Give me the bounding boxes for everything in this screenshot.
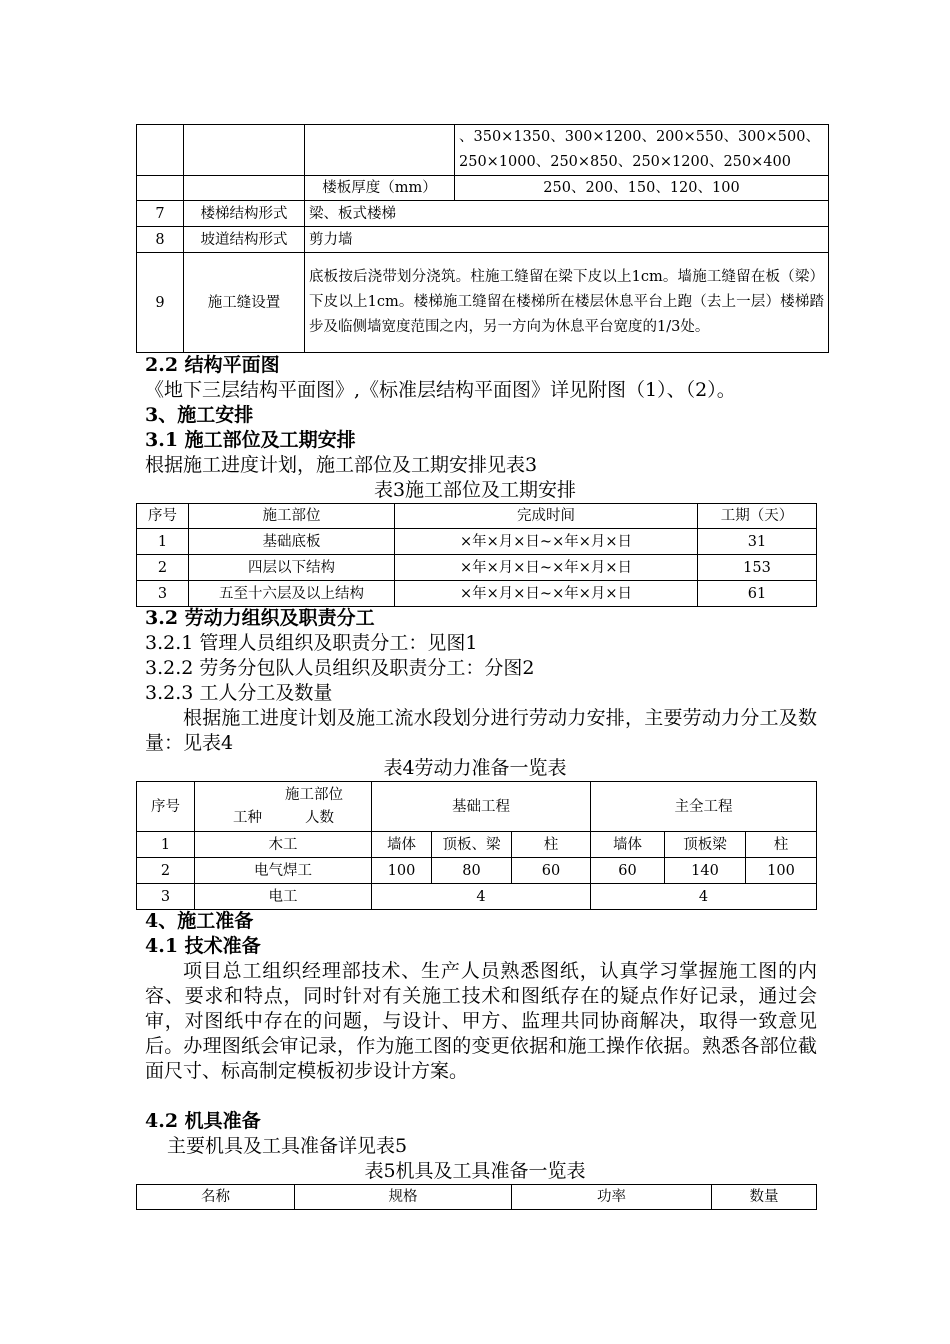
column-header: 名称	[137, 1185, 295, 1210]
section-heading: 2.2 结构平面图	[145, 354, 280, 376]
table-cell: 墙体	[591, 832, 665, 858]
paragraph: 3.2.3 工人分工及数量	[145, 682, 333, 704]
paragraph: 根据施工进度计划，施工部位及工期安排见表3	[145, 454, 538, 476]
table-cell: ×年×月×日~×年×月×日	[395, 529, 698, 555]
section-heading: 4、施工准备	[145, 910, 254, 932]
column-header: 数量	[712, 1185, 817, 1210]
table-caption: 表5机具及工具准备一览表	[364, 1160, 586, 1182]
section-heading: 3、施工安排	[145, 404, 254, 426]
row-desc: 剪力墙	[305, 227, 829, 253]
table-cell: 木工	[195, 832, 372, 858]
paragraph: 3.2.2 劳务分包队人员组织及职责分工：分图2	[145, 657, 535, 679]
row-item: 楼梯结构形式	[184, 201, 305, 227]
diagonal-header-top: 施工部位	[285, 787, 343, 803]
diagonal-header-left: 工种	[233, 810, 262, 826]
table-cell: 1	[137, 529, 189, 555]
column-header: 规格	[295, 1185, 512, 1210]
row-number: 8	[137, 227, 184, 253]
diagonal-line	[195, 782, 372, 832]
column-header: 完成时间	[395, 504, 698, 529]
table-cell: 2	[137, 858, 195, 884]
column-header: 主全工程	[591, 782, 817, 832]
table-cell: 五至十六层及以上结构	[189, 581, 395, 607]
table-cell: 2	[137, 555, 189, 581]
column-header: 序号	[137, 504, 189, 529]
row-number: 9	[137, 253, 184, 353]
labor-table	[136, 781, 817, 910]
section-heading: 3.2 劳动力组织及职责分工	[145, 607, 375, 629]
table-cell: 100	[372, 858, 432, 884]
column-header: 工期（天）	[698, 504, 817, 529]
table-cell: 四层以下结构	[189, 555, 395, 581]
paragraph: 《地下三层结构平面图》,《标准层结构平面图》详见附图（1）、（2）。	[145, 379, 736, 401]
table-row	[137, 581, 817, 607]
table-cell: 80	[432, 858, 512, 884]
table-cell: 电工	[195, 884, 372, 910]
table-cell: 4	[372, 884, 591, 910]
table-cell: 顶板、梁	[432, 832, 512, 858]
table-row	[137, 884, 817, 910]
paragraph: 3.2.1 管理人员组织及职责分工：见图1	[145, 632, 478, 654]
table-header-row	[137, 782, 817, 832]
column-header: 基础工程	[372, 782, 591, 832]
row-item: 施工缝设置	[184, 253, 305, 353]
table-cell: 61	[698, 581, 817, 607]
table-cell: 60	[591, 858, 665, 884]
table-cell: 60	[512, 858, 591, 884]
table-cell: 楼板厚度（mm）	[305, 176, 455, 201]
column-header: 施工部位	[189, 504, 395, 529]
paragraph: 主要机具及工具准备详见表5	[167, 1135, 408, 1157]
table-cell	[305, 125, 455, 176]
section-heading: 3.1 施工部位及工期安排	[145, 429, 356, 451]
table-cell	[184, 176, 305, 201]
schedule-table	[136, 503, 817, 607]
table-cell: 250、200、150、120、100	[455, 176, 829, 201]
table-row	[137, 858, 817, 884]
column-header: 功率	[512, 1185, 712, 1210]
diagonal-header-right: 人数	[305, 810, 334, 826]
table-cell: 153	[698, 555, 817, 581]
table-caption: 表3施工部位及工期安排	[373, 479, 577, 501]
table-cell: ×年×月×日~×年×月×日	[395, 581, 698, 607]
table-cell	[137, 125, 184, 176]
paragraph: 项目总工组织经理部技术、生产人员熟悉图纸，认真学习掌握施工图的内容、要求和特点，同时针对有关施工技术和图纸存在的疑点作好记录，通过会审，对图纸中存在的问题，与设计、甲方、监理共同协商解决，取得一致意见后。办理图纸会审记录，作为施工图的变更依据和施工操作依据。熟悉各部位截面尺寸、标高制定模板初步设计方案。	[145, 960, 817, 1082]
table-row	[137, 529, 817, 555]
table-cell: 顶板梁	[665, 832, 746, 858]
table-cell: 1	[137, 832, 195, 858]
table-cell: 3	[137, 884, 195, 910]
row-item: 坡道结构形式	[184, 227, 305, 253]
equipment-table	[136, 1184, 817, 1210]
table-cell: ×年×月×日~×年×月×日	[395, 555, 698, 581]
table-cell: 31	[698, 529, 817, 555]
table-header-row	[137, 504, 817, 529]
table-caption: 表4劳动力准备一览表	[383, 757, 567, 779]
structure-table	[136, 124, 829, 353]
table-row	[137, 555, 817, 581]
table-row	[137, 253, 829, 353]
table-cell: 100	[746, 858, 817, 884]
section-heading: 4.2 机具准备	[145, 1110, 261, 1132]
paragraph: 根据施工进度计划及施工流水段划分进行劳动力安排，主要劳动力分工及数量：见表4	[145, 707, 817, 754]
table-cell: 柱	[746, 832, 817, 858]
table-cell: 电气焊工	[195, 858, 372, 884]
table-row	[137, 832, 817, 858]
table-cell: 基础底板	[189, 529, 395, 555]
table-cell: 墙体	[372, 832, 432, 858]
table-cell: 3	[137, 581, 189, 607]
row-number: 7	[137, 201, 184, 227]
table-row	[137, 227, 829, 253]
column-header: 序号	[137, 782, 195, 832]
table-cell: 柱	[512, 832, 591, 858]
table-cell	[137, 176, 184, 201]
row-desc: 底板按后浇带划分浇筑。柱施工缝留在梁下皮以上1cm。墙施工缝留在板（梁）下皮以上1cm。楼梯施工缝留在楼梯所在楼层休息平台上跑（去上一层）楼梯踏步及临侧墙宽度范围之内，另一方向为休息平台宽度的1/3处。	[305, 253, 829, 353]
row-desc: 梁、板式楼梯	[305, 201, 829, 227]
table-row	[137, 201, 829, 227]
table-cell: 、350×1350、300×1200、200×550、300×500、250×1000、250×850、250×1200、250×400	[455, 125, 829, 176]
table-cell: 4	[591, 884, 817, 910]
section-heading: 4.1 技术准备	[145, 935, 261, 957]
table-cell: 140	[665, 858, 746, 884]
diagonal-header-cell	[195, 782, 372, 832]
table-cell	[184, 125, 305, 176]
table-header-row	[137, 1185, 817, 1210]
